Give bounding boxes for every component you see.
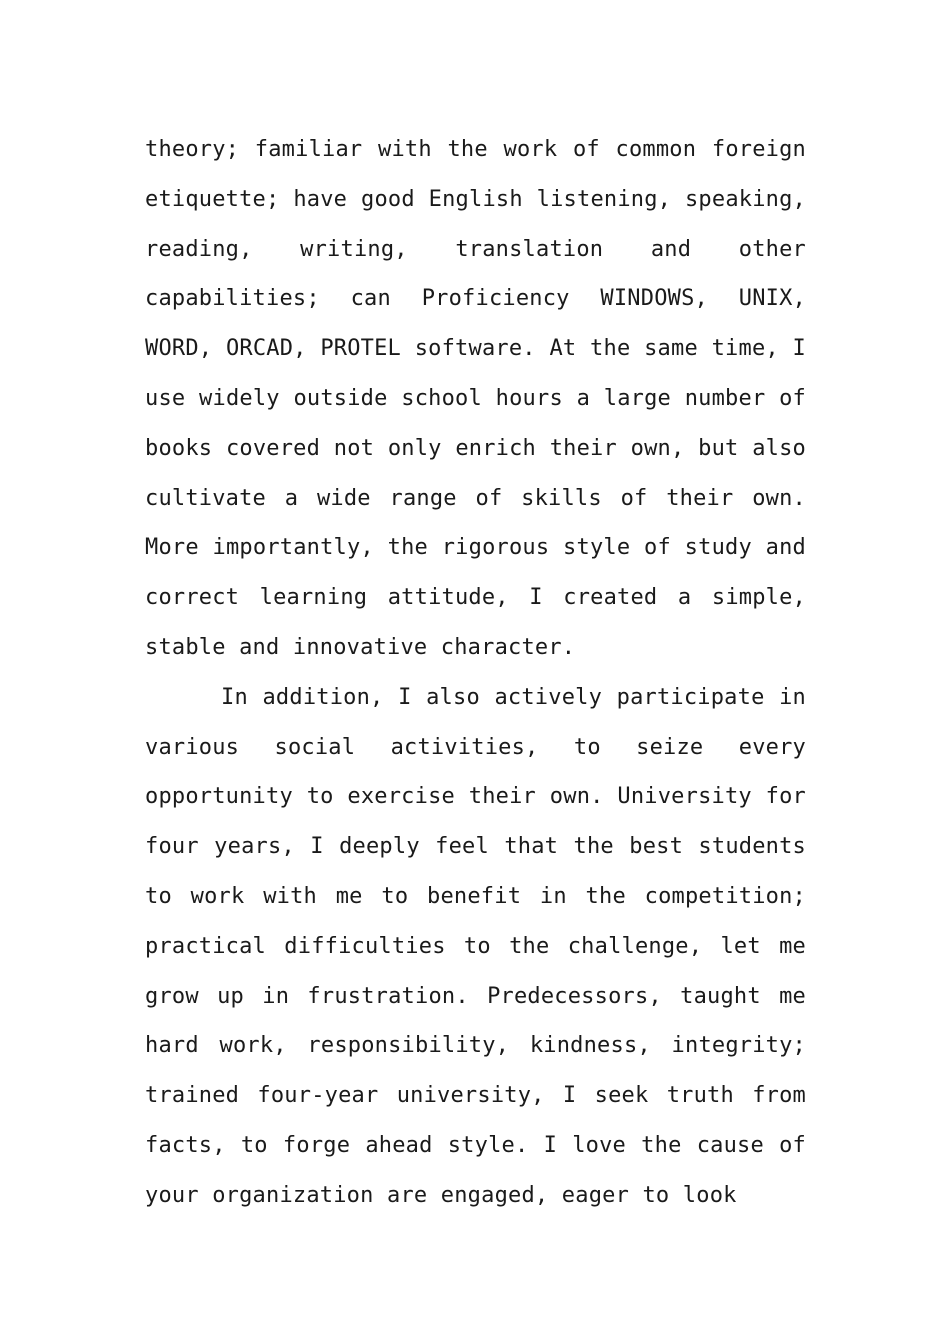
document-body — [145, 125, 806, 1221]
paragraph-1: theory; familiar with the work of common foreign etiquette; have good English listening, speaking, reading, writing, translation and other capabilities; can Proficiency WINDOWS, UNIX, WORD, ORCAD, PROTEL software. At the same time, I use widely outside school hours a large number of books covered not only enrich their own, but also cultivate a wide range of skills of their own. More importantly, the rigorous style of study and correct learning attitude, I created a simple, stable and innovative character. — [145, 137, 806, 660]
paragraph-2: In addition, I also actively participate in various social activities, to seize every opportunity to exercise their own. University for four years, I deeply feel that the best students to work with me to benefit in the competition; practical difficulties to the challenge, let me grow up in frustration. Predecessors, taught me hard work, responsibility, kindness, integrity; trained four-year university, I seek truth from facts, to forge ahead style. I love the cause of your organization are engaged, eager to look — [145, 684, 806, 1208]
